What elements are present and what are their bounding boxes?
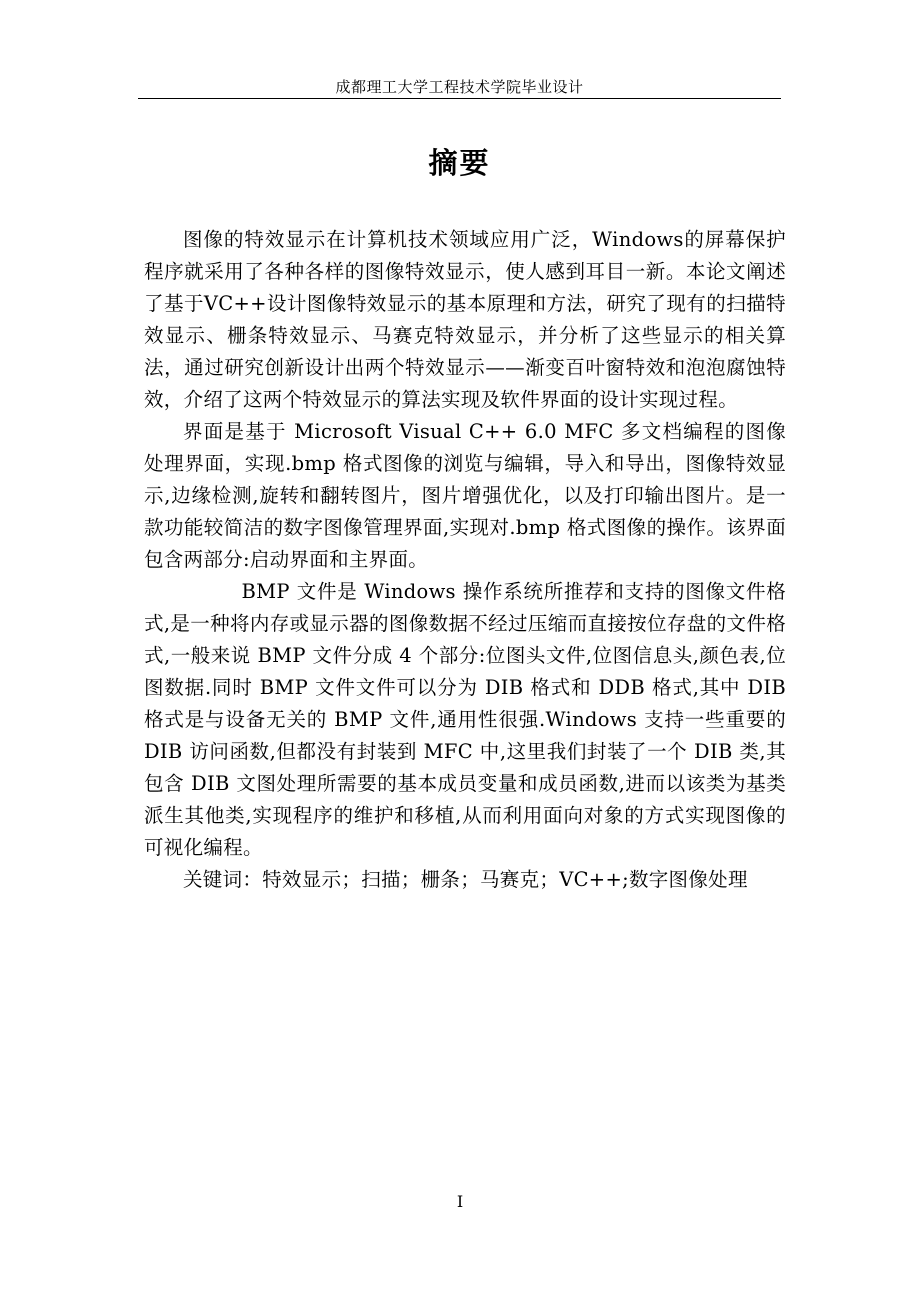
running-header: 成都理工大学工程技术学院毕业设计 [335, 78, 584, 96]
header-rule [138, 98, 781, 99]
abstract-paragraph-2: 界面是基于 Microsoft Visual C++ 6.0 MFC 多文档编程的图像处理界面，实现.bmp 格式图像的浏览与编辑，导入和导出，图像特效显示,边缘检测,旋转和翻转图片，图片增强优化，以及打印输出图片。是一款功能较简洁的数字图像管理界面,实现对.bmp 格式图像的操作。该界面包含两部分:启动界面和主界面。 [144, 420, 786, 571]
abstract-body [144, 224, 786, 896]
page-title: 摘要 [428, 146, 491, 180]
abstract-paragraph-1: 图像的特效显示在计算机技术领域应用广泛，Windows的屏幕保护程序就采用了各种各样的图像特效显示，使人感到耳目一新。本论文阐述了基于VC++设计图像特效显示的基本原理和方法，研究了现有的扫描特效显示、栅条特效显示、马赛克特效显示，并分析了这些显示的相关算法，通过研究创新设计出两个特效显示——渐变百叶窗特效和泡泡腐蚀特效，介绍了这两个特效显示的算法实现及软件界面的设计实现过程。 [144, 228, 786, 411]
abstract-paragraph-3: BMP 文件是 Windows 操作系统所推荐和支持的图像文件格式,是一种将内存或显示器的图像数据不经过压缩而直接按位存盘的文件格式,一般来说 BMP 文件分成 4 个部分:位图头文件,位图信息头,颜色表,位图数据.同时 BMP 文件文件可以分为 DIB 格式和 DDB 格式,其中 DIB 格式是与设备无关的 BMP 文件,通用性很强.Windows 支持一些重要的 DIB 访问函数,但都没有封装到 MFC 中,这里我们封装了一个 DIB 类,其包含 DIB 文图处理所需要的基本成员变量和成员函数,进而以该类为基类派生其他类,实现程序的维护和移植,从而利用面向对象的方式实现图像的可视化编程。 [144, 580, 786, 859]
keywords-line: 关键词：特效显示；扫描；栅条；马赛克；VC++;数字图像处理 [183, 868, 748, 891]
page-number: I [456, 1192, 464, 1211]
